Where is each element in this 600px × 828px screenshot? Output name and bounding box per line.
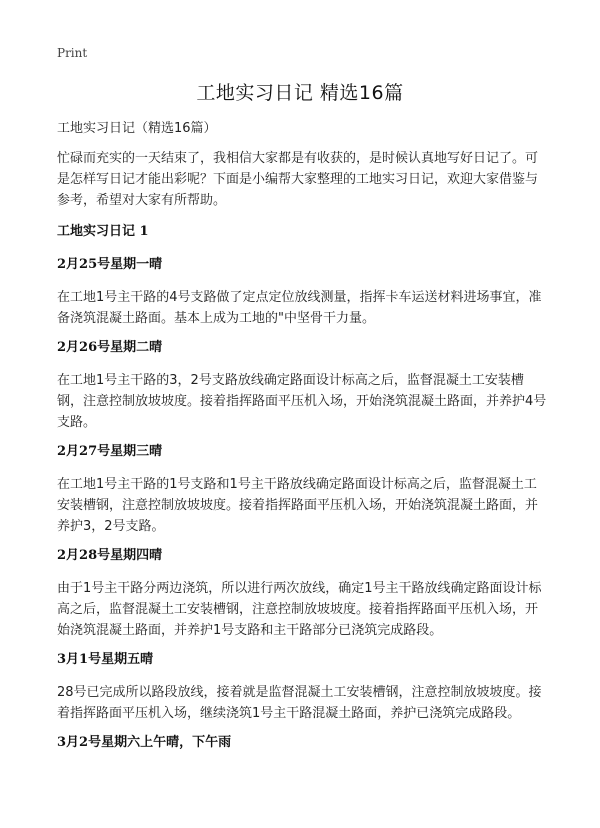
entry-text: 在工地1号主干路的4号支路做了定点定位放线测量，指挥卡车运送材料进场事宜，准备浇筑混凝土路面。基本上成为工地的"中坚骨干力量。 <box>57 290 542 326</box>
entry-date: 2月27号星期三晴 <box>57 444 163 459</box>
page-title: 工地实习日记 精选16篇 <box>196 82 404 104</box>
section-heading: 工地实习日记 1 <box>57 224 149 239</box>
entry-date: 3月2号星期六上午晴，下午雨 <box>57 735 232 750</box>
entry-date: 2月28号星期四晴 <box>57 548 163 563</box>
document-body <box>57 120 547 765</box>
print-label: Print <box>57 46 88 60</box>
entry-date: 3月1号星期五晴 <box>57 652 154 667</box>
entry-date: 2月25号星期一晴 <box>57 257 163 272</box>
entry-text: 由于1号主干路分两边浇筑，所以进行两次放线，确定1号主干路放线确定路面设计标高之后，监督混凝土工安装槽钢，注意控制放坡坡度。接着指挥路面平压机入场，开始浇筑混凝土路面，并养护1号支路和主干路部分已浇筑完成路段。 <box>57 581 542 638</box>
intro-paragraph: 忙碌而充实的一天结束了，我相信大家都是有收获的，是时候认真地写好日记了。可是怎样写日记才能出彩呢？下面是小编帮大家整理的工地实习日记，欢迎大家借鉴与参考，希望对大家有所帮助。 <box>57 151 539 208</box>
document-subtitle: 工地实习日记（精选16篇） <box>57 121 217 136</box>
entry-text: 在工地1号主干路的1号支路和1号主干路放线确定路面设计标高之后，监督混凝土工安装槽钢，注意控制放坡坡度。接着指挥路面平压机入场，开始浇筑混凝土路面，并养护3，2号支路。 <box>57 477 539 534</box>
entry-date: 2月26号星期二晴 <box>57 340 163 355</box>
entry-text: 在工地1号主干路的3，2号支路放线确定路面设计标高之后，监督混凝土工安装槽钢，注意控制放坡坡度。接着指挥路面平压机入场，开始浇筑混凝土路面，并养护4号支路。 <box>57 373 547 430</box>
entry-text: 28号已完成所以路段放线，接着就是监督混凝土工安装槽钢，注意控制放坡坡度。接着指挥路面平压机入场，继续浇筑1号主干路混凝土路面，养护已浇筑完成路段。 <box>57 685 542 721</box>
